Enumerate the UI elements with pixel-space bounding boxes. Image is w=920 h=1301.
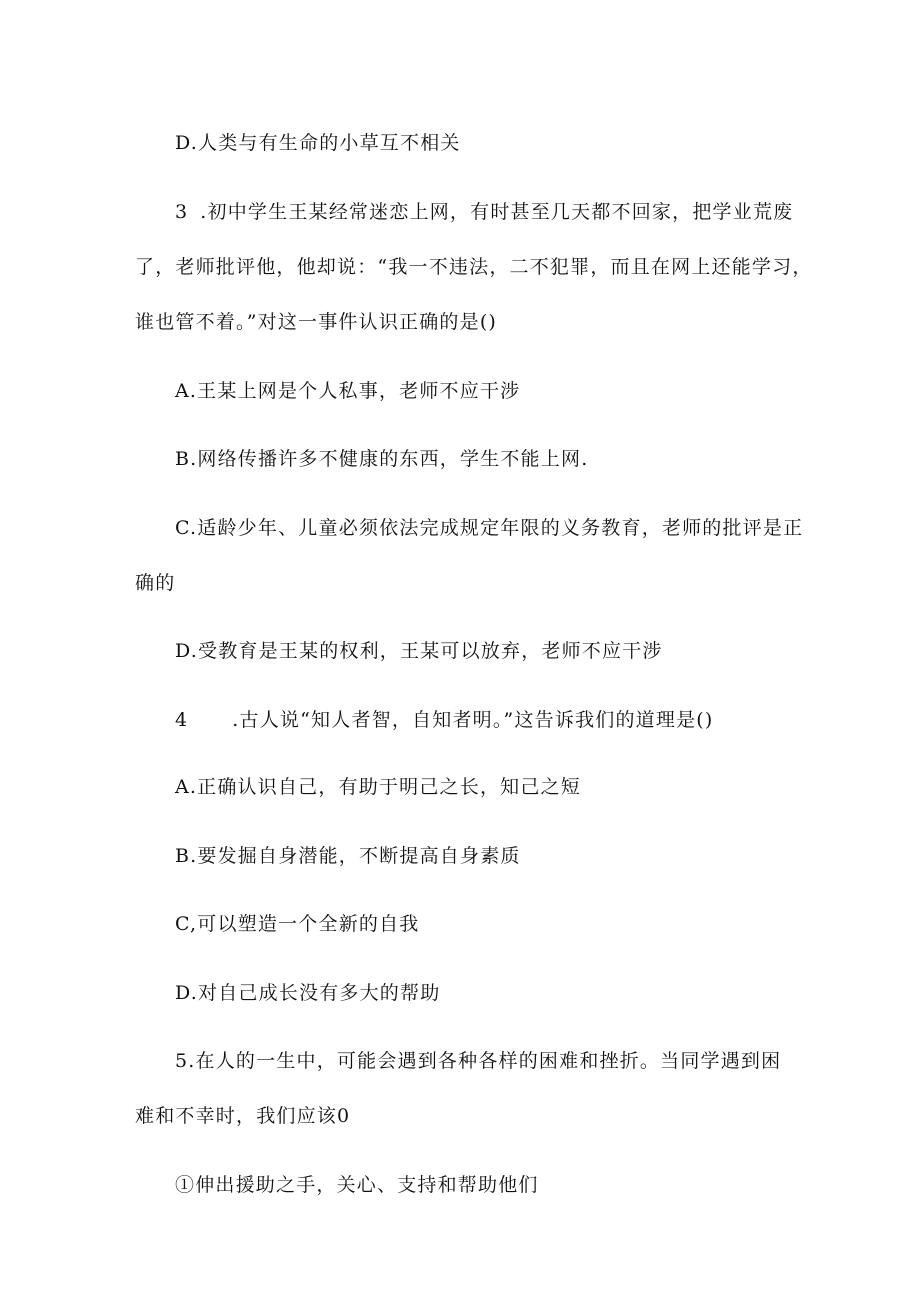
q3-option-a	[0, 378, 920, 404]
q3-option-d	[0, 638, 920, 664]
q3-stem-line-2	[0, 254, 920, 280]
q2-option-d	[0, 130, 920, 156]
q3-stem-line-3	[0, 309, 920, 335]
q5-stem-line-1	[0, 1048, 920, 1074]
q4-option-b-text: B.要发掘自身潜能，不断提高自身素质	[175, 845, 521, 867]
q3-option-c-line-2	[0, 570, 920, 596]
q4-option-c-text: C,可以塑造一个全新的自我	[175, 913, 420, 935]
q4-option-c	[0, 911, 920, 937]
q5-stem-line-2	[0, 1103, 920, 1129]
q3-option-b-text: B.网络传播许多不健康的东西，学生不能上网.	[175, 448, 589, 470]
q3-option-d-text: D.受教育是王某的权利，王某可以放弃，老师不应干涉	[175, 640, 663, 662]
q3-stem-line-1	[0, 199, 920, 225]
q3-stem-text-2: 了，老师批评他，他却说：“我一不违法，二不犯罪，而且在网上还能学习，	[135, 256, 813, 278]
q3-stem-text-1: .初中学生王某经常迷恋上网，有时甚至几天都不回家，把学业荒废	[200, 201, 794, 223]
q4-stem	[0, 707, 920, 733]
q4-number: 4	[175, 709, 189, 731]
q3-stem-text-3: 谁也管不着。”对这一事件认识正确的是()	[135, 311, 498, 333]
q4-option-b	[0, 843, 920, 869]
q4-option-d	[0, 980, 920, 1006]
q3-option-c-line-1	[0, 515, 920, 541]
q5-stem-text-2: 难和不幸时，我们应该0	[135, 1105, 351, 1127]
q3-option-c-text-1: C.适龄少年、儿童必须依法完成规定年限的义务教育，老师的批评是正	[175, 517, 804, 539]
q3-option-b	[0, 446, 920, 472]
q3-option-a-text: A.王某上网是个人私事，老师不应干涉	[175, 380, 521, 402]
q3-option-c-text-2: 确的	[135, 572, 176, 594]
q3-number: 3	[175, 201, 189, 223]
q5-item-1	[0, 1172, 920, 1198]
q4-stem-text: .古人说“知人者智，自知者明。”这告诉我们的道理是()	[232, 709, 714, 731]
q5-item-1-text: ①伸出援助之手，关心、支持和帮助他们	[175, 1174, 539, 1196]
q2-option-d-text: D.人类与有生命的小草互不相关	[175, 132, 461, 154]
q4-option-d-text: D.对自己成长没有多大的帮助	[175, 982, 441, 1004]
q5-stem-text-1: 5.在人的一生中，可能会遇到各种各样的困难和挫折。当同学遇到困	[175, 1050, 782, 1072]
q4-option-a	[0, 774, 920, 800]
q4-option-a-text: A.正确认识自己，有助于明己之长，知己之短	[175, 776, 581, 798]
